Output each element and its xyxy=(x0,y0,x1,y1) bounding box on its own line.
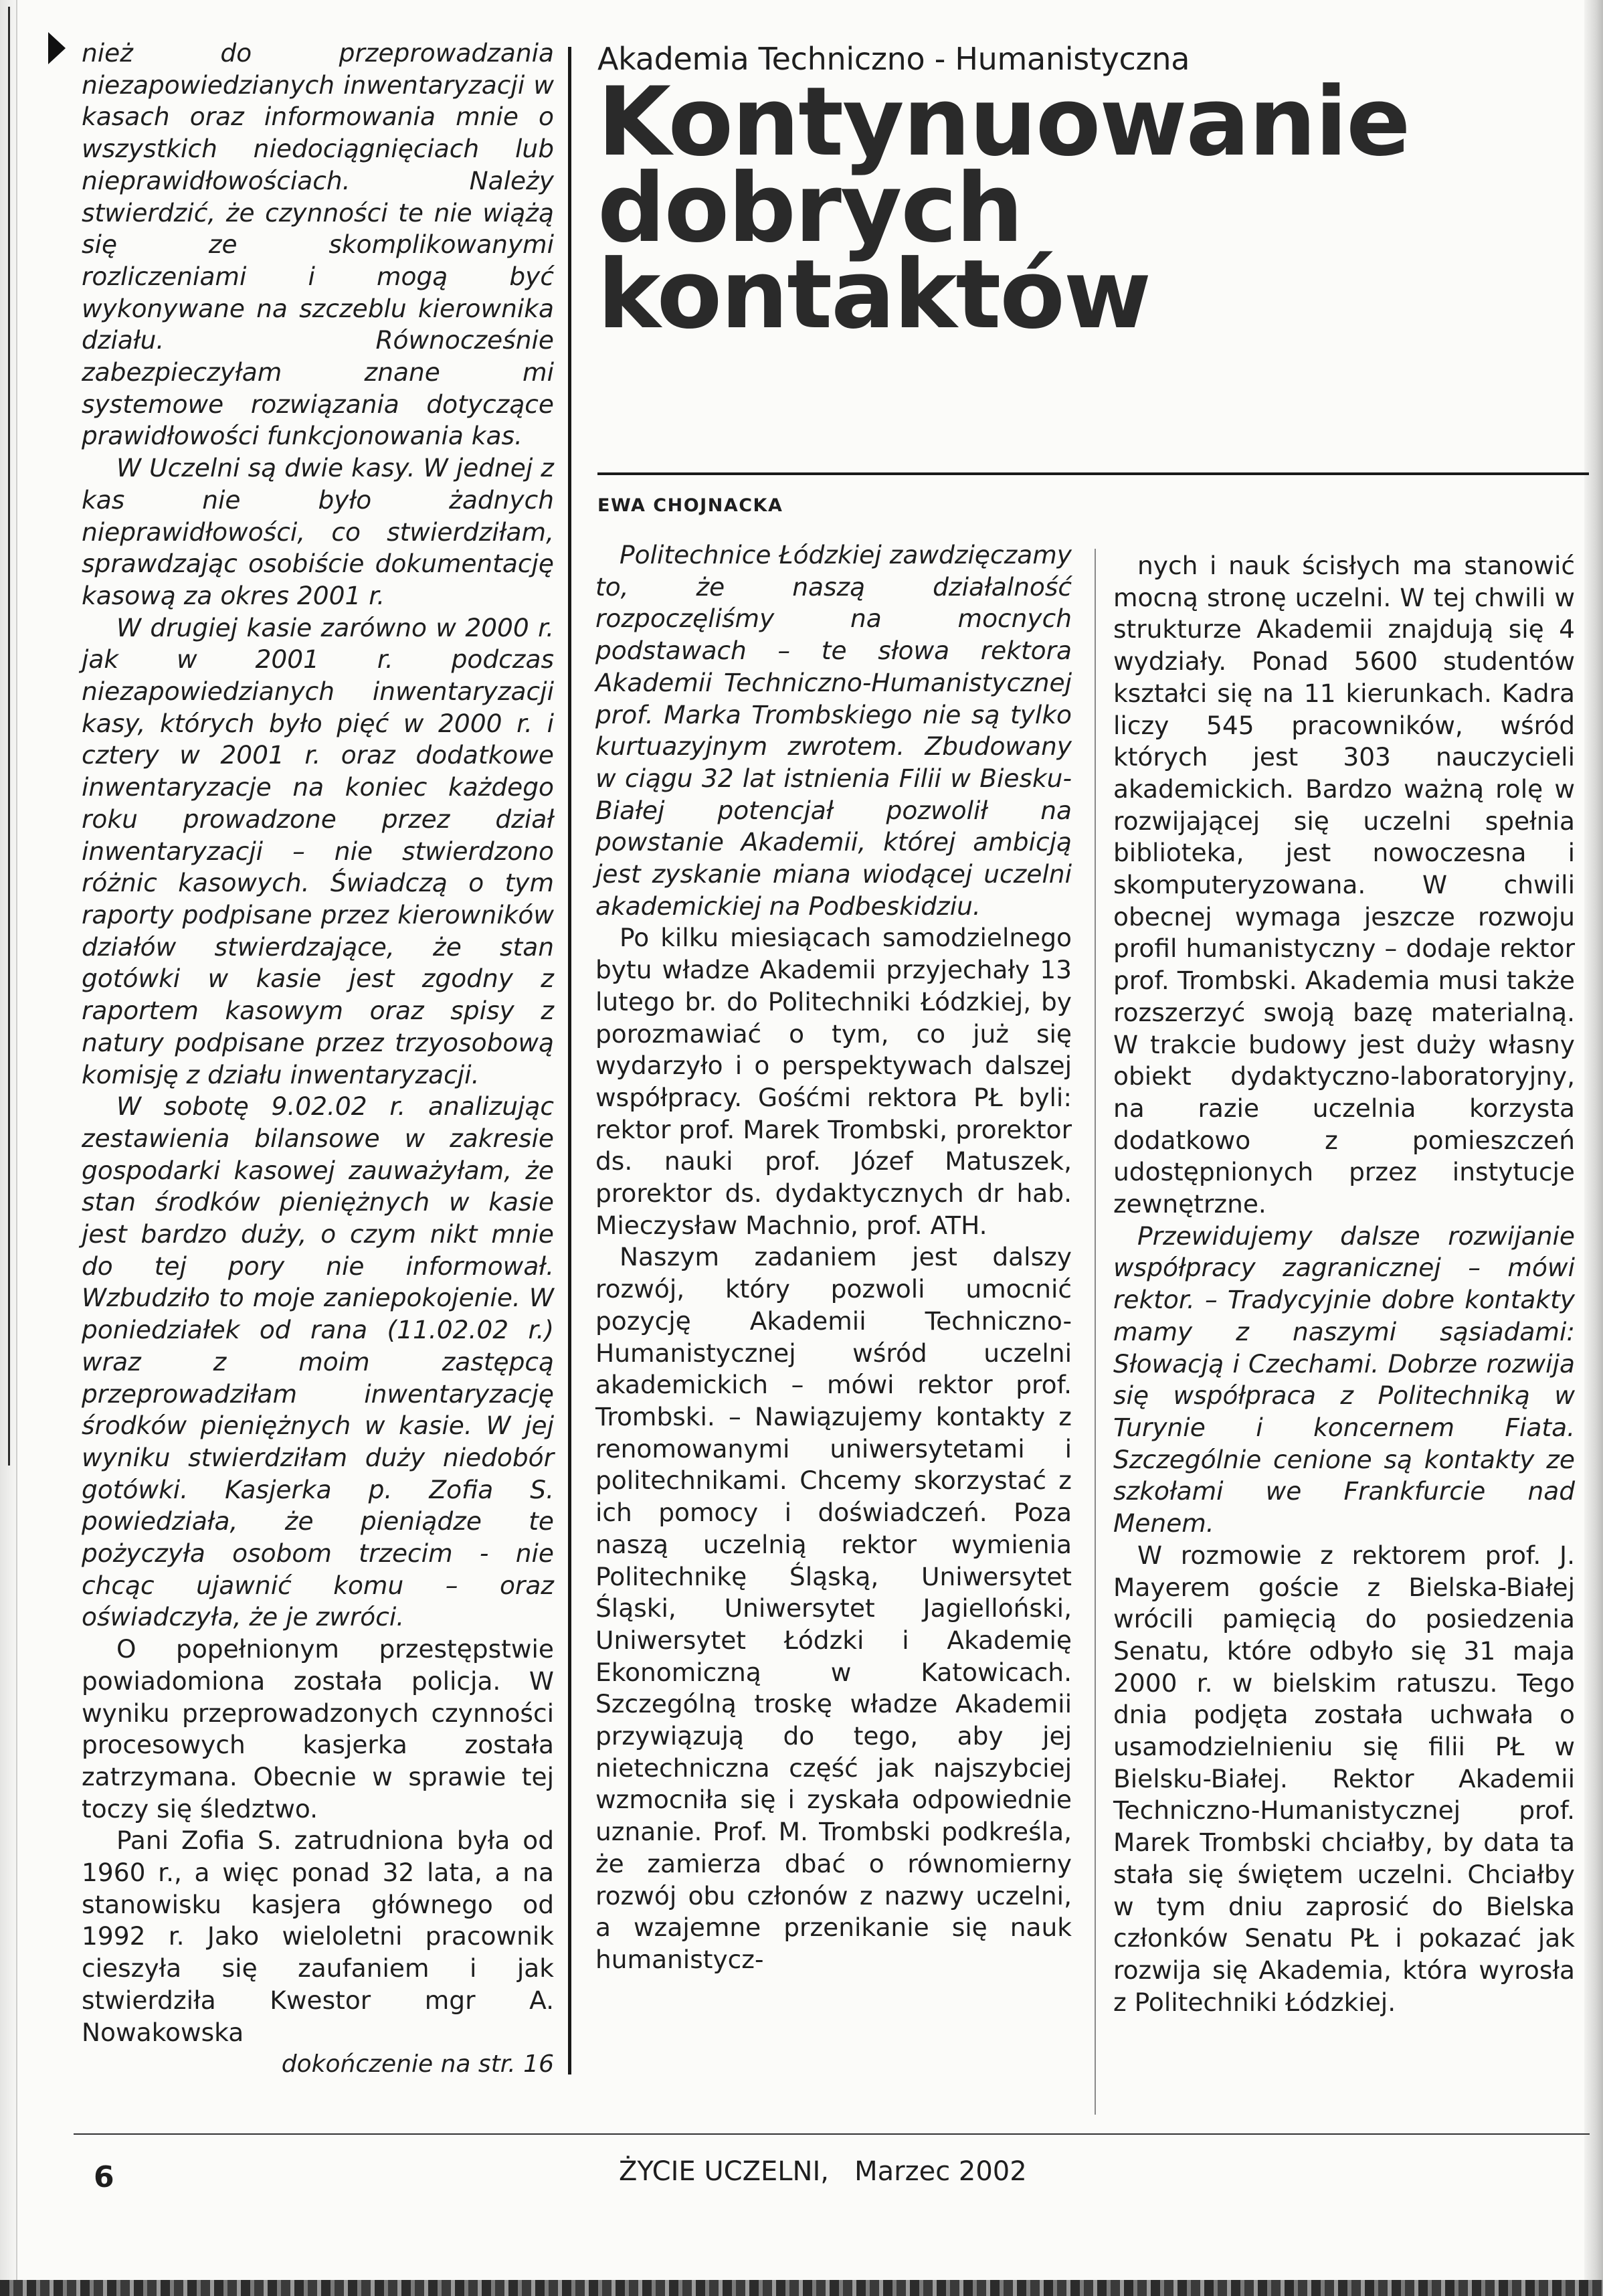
section-kicker: Akademia Techniczno - Humanistyczna xyxy=(597,41,1190,77)
paragraph: Pani Zofia S. zatrudniona była od 1960 r., a więc ponad 32 lata, a na stanowisku kasjera głównego od 1992 r. Jako wieloletni pracownik cieszyła się zaufaniem i jak stwierdziła Kwestor mgr A. Nowakowska xyxy=(82,1826,554,2047)
headline-line: kontaktów xyxy=(597,240,1151,350)
headline-rule xyxy=(597,472,1589,475)
publication-title: ŻYCIE UCZELNI, xyxy=(619,2156,829,2187)
paragraph: O popełnionym przestępstwie powiadomiona została policja. W wyniku przeprowadzonych czynności procesowych kasjerka została zatrzymana. Obecnie w sprawie tej toczy się śledztwo. xyxy=(82,1634,554,1824)
paragraph: Po kilku miesiącach samodzielnego bytu władze Akademii przyjechały 13 lutego br. do Politechniki Łódzkiej, by porozmawiać o tym, co już się wydarzyło i o perspektywach dalszej współpracy. Gośćmi rektora PŁ byli: rektor prof. Marek Trombski, prorektor ds. nauki prof. Józef Matuszek, prorektor ds. dydaktycznych dr hab. Mieczysław Machnio, prof. ATH. xyxy=(595,923,1072,1240)
article-headline xyxy=(597,67,1410,350)
continuation-note[interactable]: dokończenie na str. 16 xyxy=(281,2050,554,2079)
paragraph: W Uczelni są dwie kasy. W jednej z kas nie było żadnych nieprawidłowości, co stwierdziłam, sprawdzając osobiście dokumentację kasową za okres 2001 r. xyxy=(82,453,554,610)
binding-rule xyxy=(8,7,10,1466)
paragraph: W rozmowie z rektorem prof. J. Mayerem goście z Bielska-Białej wrócili pamięcią do posiedzenia Senatu, które odbyło się 31 maja 2000 r. w bielskim ratuszu. Tego dnia podjęta została uchwała o usamodzielnieniu się filii PŁ w Bielsku-Białej. Rektor Akademii Techniczno-Humanistycznej prof. Marek Trombski chciałby, by data ta stała się świętem uczelni. Chciałby w tym dniu zaprosić do Bielska członków Senatu PŁ i pokazać jak rozwija się Akademia, która wyrosła z Politechniki Łódzkiej. xyxy=(1113,1540,1575,2017)
paragraph: W drugiej kasie zarówno w 2000 r. jak w 2001 r. podczas niezapowiedzianych inwentaryzacji kasy, których było pięć w 2000 r. i cztery w 2001 r. oraz dodatkowe inwentaryzacje na koniec każdego roku prowadzone przez dział inwentaryzacji – nie stwierdzono różnic kasowych. Świadczą o tym raporty podpisane przez kierowników działów stwierdzające, że stan gotówki w kasie jest zgodny z raportem kasowym oraz spisy z natury podpisane przez trzyosobową komisję z działu inwentaryzacji. xyxy=(82,612,554,1089)
continuation-arrow-icon xyxy=(48,32,66,64)
right-column-article xyxy=(1113,550,1575,2018)
left-column-article xyxy=(82,37,554,2081)
headline-line: Kontynuowanie xyxy=(597,67,1410,177)
footer-rule xyxy=(74,2133,1590,2135)
author-byline: EWA CHOJNACKA xyxy=(597,495,783,516)
paragraph: nych i nauk ścisłych ma stanowić mocną stronę uczelni. W tej chwili w strukturze Akademii znajdują się 4 wydziały. Ponad 5600 studentów kształci się na 11 kierunkach. Kadra liczy 545 pracowników, wśród których jest 303 nauczycieli akademickich. Bardzo ważną rolę w rozwijającej się uczelni spełnia biblioteka, jest nowoczesna i skomputeryzowana. W chwili obecnej wymaga jeszcze rozwoju profil humanistyczny – dodaje rektor prof. Trombski. Akademia musi także rozszerzyć swoją bazę materialną. W trakcie budowy jest duży własny obiekt dydaktyczno-laboratoryjny, na razie uczelnia korzysta dodatkowo z pomieszczeń udostępnionych przez instytucje zewnętrzne. xyxy=(1113,551,1575,1219)
column-divider xyxy=(568,47,571,2074)
paragraph: Przewidujemy dalsze rozwijanie współpracy zagranicznej – mówi rektor. – Tradycyjnie dobre kontakty mamy z naszymi sąsiadami: Słowacją i Czechami. Dobrze rozwija się współpraca z Politechniką w Turynie i koncernem Fiata. Szczególnie cenione są kontakty ze szkołami we Frankfurcie nad Menem. xyxy=(1113,1221,1575,1538)
paragraph: Naszym zadaniem jest dalszy rozwój, który pozwoli umocnić pozycję Akademii Techniczno-Humanistycznej wśród uczelni akademickich – mówi rektor prof. Trombski. – Nawiązujemy kontakty z renomowanymi uniwersytetami i politechnikami. Chcemy skorzystać z ich pomocy i doświadczeń. Poza naszą uczelnią rektor wymienia Politechnikę Śląską, Uniwersytet Śląski, Uniwersytet Jagielloński, Uniwersytet Łódzki i Akademię Ekonomiczną w Katowicach. Szczególną troskę władze Akademii przywiązują do tego, aby jej nietechniczna część jak najszybciej wzmocniła się i zyskała odpowiednie uznanie. Prof. M. Trombski podkreśla, że zamierza dbać o równomierny rozwój obu członów z nazwy uczelni, a wzajemne przenikanie się nauk humanistycz- xyxy=(595,1242,1072,1974)
headline-line: dobrych xyxy=(597,153,1022,264)
paragraph: Politechnice Łódzkiej zawdzięczamy to, że naszą działalność rozpoczęliśmy na mocnych podstawach – te słowa rektora Akademii Techniczno-Humanistycznej prof. Marka Trombskiego nie są tylko kurtuazyjnym zwrotem. Zbudowany w ciągu 32 lat istnienia Filii w Biesku-Białej potencjał pozwolił na powstanie Akademii, której ambicją jest zyskanie miana wiodącej uczelni akademickiej na Podbeskidziu. xyxy=(595,540,1072,921)
column-divider xyxy=(1095,549,1096,2115)
scan-edge-strip xyxy=(0,2280,1603,2296)
footer-publication xyxy=(619,2156,1027,2187)
page-edge-right xyxy=(1584,0,1603,2296)
paragraph: W sobotę 9.02.02 r. analizując zestawienia bilansowe w zakresie gospodarki kasowej zauważyłam, że stan środków pieniężnych w kasie jest bardzo duży, o czym nikt mnie do tej pory nie informował. Wzbudziło to moje zaniepokojenie. W poniedziałek od rana (11.02.02 r.) wraz z moim zastępcą przeprowadziłam inwentaryzację środków pieniężnych w kasie. W jej wyniku stwierdziłam duży niedobór gotówki. Kasjerka p. Zofia S. powiedziała, że pieniądze te pożyczyła osobom trzecim - nie chcąc ujawnić komu – oraz oświadczyła, że je zwróci. xyxy=(82,1091,554,1632)
page-number: 6 xyxy=(94,2160,114,2194)
paragraph: nież do przeprowadzania niezapowiedzianych inwentaryzacji w kasach oraz informowania mnie o wszystkich niedociągnięciach lub nieprawidłowościach. Należy stwierdzić, że czynności te nie wiążą się ze skomplikowanymi rozliczeniami i mogą być wykonywane na szczeblu kierownika działu. Równocześnie zabezpieczyłam znane mi systemowe rozwiązania dotyczące prawidłowości funkcjonowania kas. xyxy=(82,38,554,451)
publication-issue: Marzec 2002 xyxy=(854,2156,1027,2187)
middle-column-article xyxy=(595,539,1072,1976)
